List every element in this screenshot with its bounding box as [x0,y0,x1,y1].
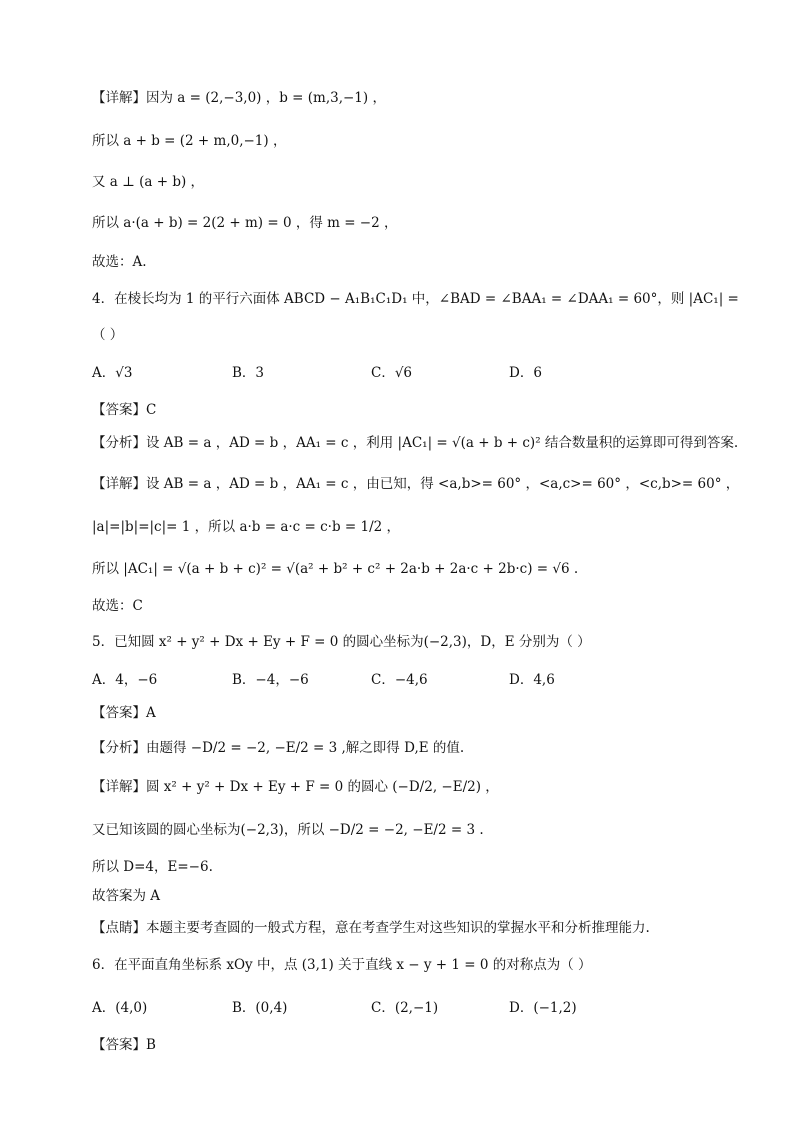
question-blank: （ ） [92,327,124,343]
choice-line: 故选：C [92,598,143,614]
answer-line: 【答案】A [92,705,156,721]
answer-line: 【答案】C [92,402,157,418]
solution-line: 【详解】圆 x² + y² + Dx + Ey + F = 0 的圆心 (−D/2, −E/2) ， [92,779,499,795]
q6-option-d: D．(−1,2) [509,1000,577,1016]
q4-option-d: D．6 [509,365,542,381]
question-6: 6．在平面直角坐标系 xOy 中，点 (3,1) 关于直线 x − y + 1 = 0 的对称点为（ ） [92,957,592,973]
q5-option-a: A．4，−6 [92,672,158,688]
comment-line: 【点睛】本题主要考查圆的一般式方程，意在考查学生对这些知识的掌握水平和分析推理能力. [92,920,650,936]
solution-line: 所以 |AC₁| = √(a + b + c)² = √(a² + b² + c² + 2a·b + 2a·c + 2b·c) = √6 . [92,561,579,577]
question-4: 4．在棱长均为 1 的平行六面体 ABCD − A₁B₁C₁D₁ 中，∠BAD = ∠BAA₁ = ∠DAA₁ = 60°，则 |AC₁| = [92,291,739,307]
q5-option-b: B．−4，−6 [232,672,309,688]
solution-line: |a|=|b|=|c|= 1 ，所以 a·b = a·c = c·b = 1/2 ， [92,519,401,535]
q4-option-b: B．3 [232,365,265,381]
solution-line: 又已知该圆的圆心坐标为(−2,3)，所以 −D/2 = −2, −E/2 = 3 . [92,822,484,838]
solution-line: 所以 a·(a + b) = 2(2 + m) = 0 ，得 m = −2 ， [92,215,398,231]
q4-option-c: C．√6 [371,365,413,381]
analysis-line: 【分析】由题得 −D/2 = −2, −E/2 = 3 ,解之即得 D,E 的值. [92,740,465,756]
choice-line: 故答案为 A [92,888,161,904]
solution-line: 【详解】设 AB = a ，AD = b ，AA₁ = c ，由已知，得 <a,b>= 60° ，<a,c>= 60° ，<c,b>= 60° ， [92,476,740,492]
q5-option-c: C．−4,6 [371,672,428,688]
solution-line: 【详解】因为 a = (2,−3,0) ，b = (m,3,−1) ， [92,90,386,106]
analysis-line: 【分析】设 AB = a ，AD = b ，AA₁ = c ，利用 |AC₁| = √(a + b + c)² 结合数量积的运算即可得到答案. [92,435,739,451]
q5-option-d: D．4,6 [509,672,555,688]
q4-option-a: A．√3 [92,365,133,381]
answer-line: 【答案】B [92,1037,156,1053]
solution-line: 又 a ⊥ (a + b) ， [92,174,205,190]
q6-option-a: A．(4,0) [92,1000,148,1016]
choice-line: 故选：A. [92,254,147,270]
solution-line: 所以 a + b = (2 + m,0,−1) ， [92,133,287,149]
question-5: 5．已知圆 x² + y² + Dx + Ey + F = 0 的圆心坐标为(−2,3)，D，E 分别为（ ） [92,634,591,650]
solution-line: 所以 D=4，E=−6. [92,859,213,875]
q6-option-b: B．(0,4) [232,1000,288,1016]
q6-option-c: C．(2,−1) [371,1000,439,1016]
